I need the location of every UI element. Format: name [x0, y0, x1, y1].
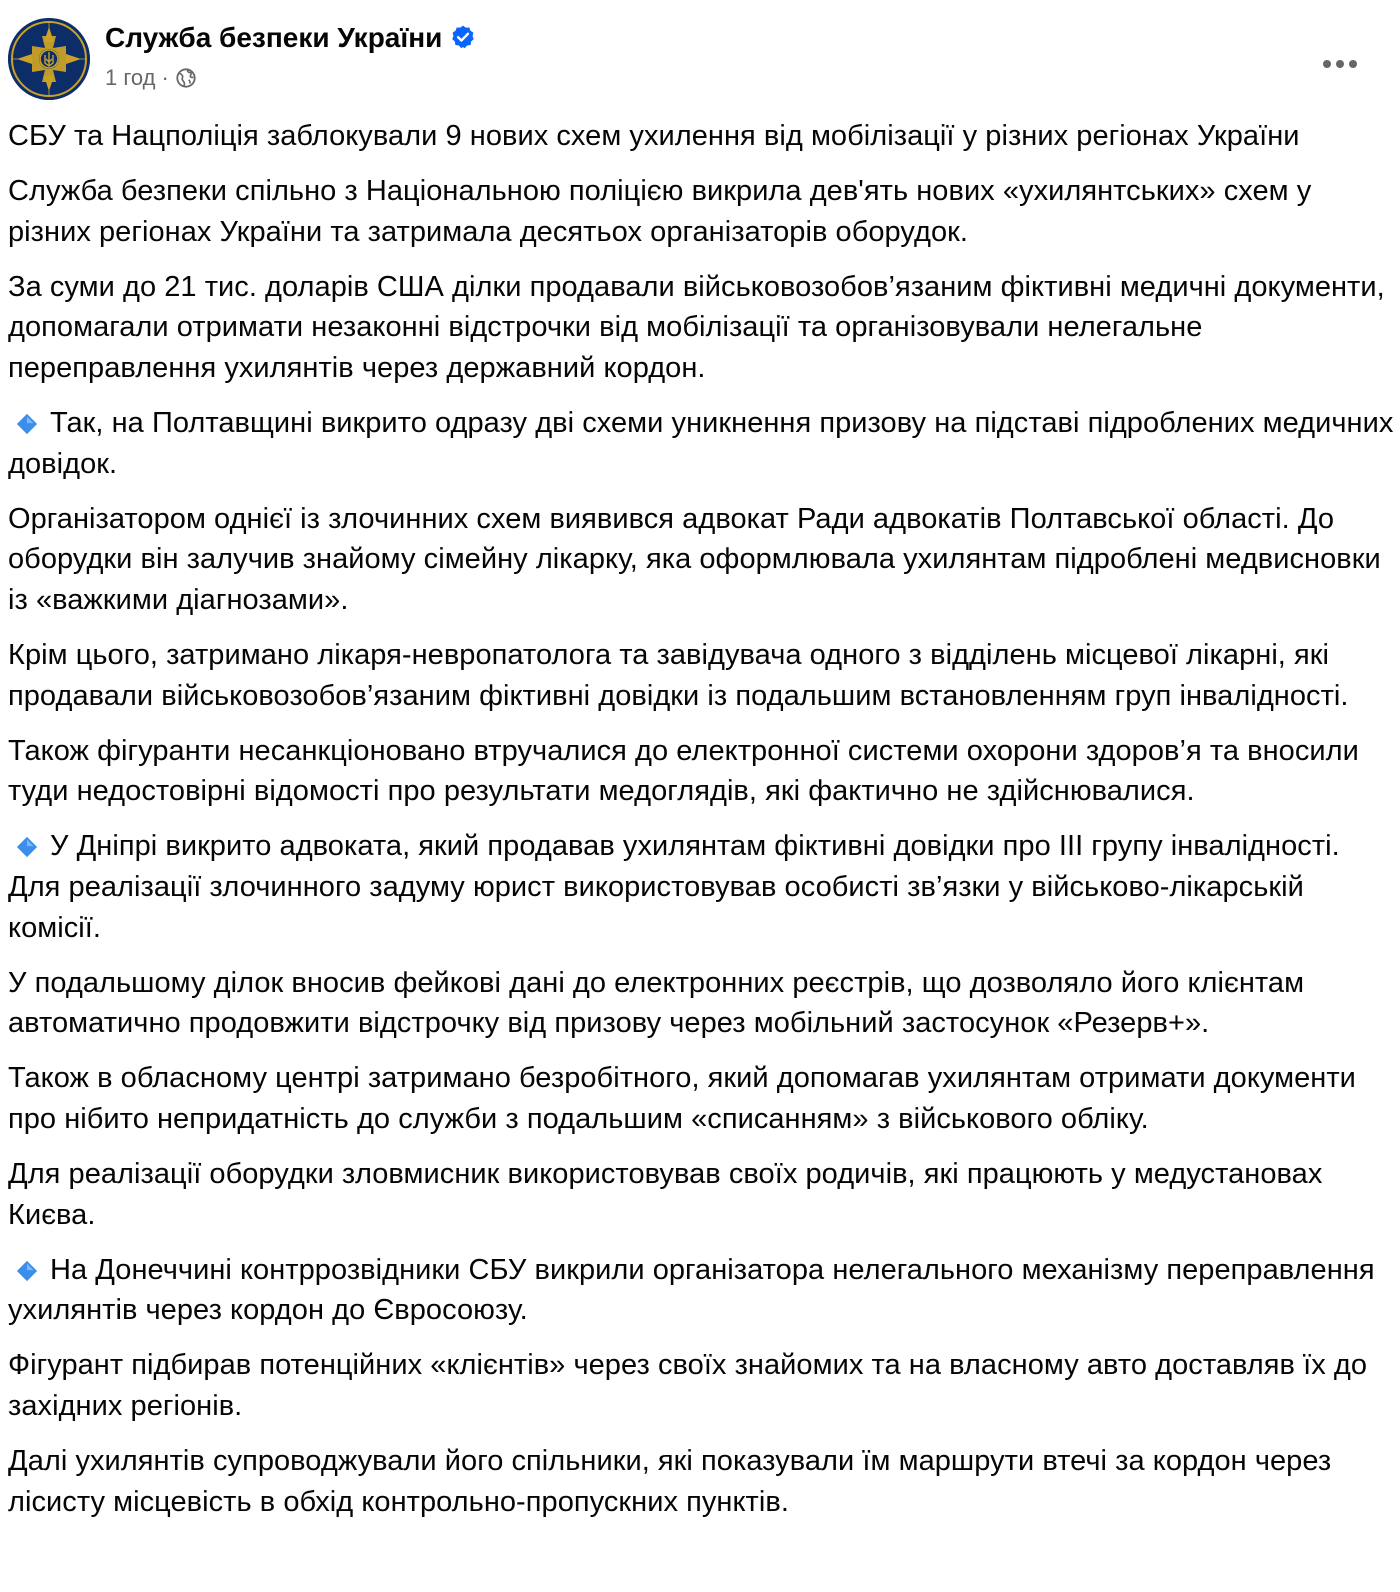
post-paragraph: [8, 731, 1394, 812]
post-paragraph-bullet: [8, 826, 1394, 948]
post-paragraph: [8, 171, 1394, 252]
paragraph-text: Організатором однієї із злочинних схем виявився адвокат Ради адвокатів Полтавської області. До оборудки він залучив знайому сімейну лікарку, яка оформлювала ухилянтам підроблені медвисновки із «важкими діагнозами».: [8, 502, 1381, 616]
post-paragraph: [8, 116, 1394, 157]
post-paragraph-bullet: [8, 1250, 1394, 1331]
meta-separator: ·: [161, 65, 169, 90]
paragraph-text: Фігурант підбирав потенційних «клієнтів» через своїх знайомих та на власному авто доставляв їх до західних регіонів.: [8, 1349, 1368, 1423]
paragraph-text: Крім цього, затримано лікаря-невропатолога та завідувача одного з відділень місцевої лікарні, які продавали військовозобов’язаним фіктивні довідки із подальшим встановленням груп інвалідності.: [8, 639, 1349, 712]
post-paragraph: [8, 1345, 1394, 1426]
paragraph-text: Так, на Полтавщині викрито одразу дві схеми уникнення призову на підставі підроблених медичних довідок.: [8, 407, 1394, 480]
more-options-button[interactable]: [1316, 40, 1364, 88]
post-paragraph: [8, 963, 1394, 1044]
verified-badge-icon: [450, 24, 476, 50]
globe-icon[interactable]: [175, 67, 197, 89]
paragraph-text: У Дніпрі викрито адвоката, який продавав ухилянтам фіктивні довідки про ІІІ групу інвалідності. Для реалізації злочинного задуму юрист використовував особисті зв’язки у військово-лікарській комісії.: [8, 830, 1340, 944]
sbu-emblem-icon: [8, 18, 90, 100]
paragraph-text: Також в обласному центрі затримано безробітного, який допомагав ухилянтам отримати документи про нібито непридатність до служби з подальшим «списанням» з військового обліку.: [8, 1062, 1356, 1135]
paragraph-text: Також фігуранти несанкціоновано втручалися до електронної системи охорони здоров’я та вносили туди недостовірні відомості про результати медоглядів, які фактично не здійснювалися.: [8, 734, 1359, 808]
paragraph-text: Далі ухилянтів супроводжували його спільники, які показували їм маршрути втечі за кордон через лісисту місцевість в обхід контрольно-пропускних пунктів.: [8, 1445, 1332, 1518]
avatar[interactable]: [8, 18, 90, 100]
paragraph-text: Служба безпеки спільно з Національною поліцією викрила дев'ять нових «ухилянтських» схем у різних регіонах України та затримала десятьох організаторів оборудок.: [8, 175, 1312, 248]
post-text: [8, 116, 1394, 1537]
blue-diamond-icon: [16, 836, 38, 858]
post-paragraph: [8, 499, 1394, 621]
paragraph-text: На Донеччині контррозвідники СБУ викрили організатора нелегального механізму переправлення ухилянтів через кордон до Євросоюзу.: [8, 1253, 1375, 1327]
more-icon: [1322, 59, 1358, 69]
post-time[interactable]: 1 год: [105, 65, 156, 90]
paragraph-text: СБУ та Нацполіція заблокували 9 нових схем ухилення від мобілізації у різних регіонах України: [8, 120, 1300, 152]
post-paragraph: [8, 1441, 1394, 1522]
author-name-text: Служба безпеки України: [105, 22, 443, 53]
paragraph-text: У подальшому ділок вносив фейкові дані до електронних реєстрів, що дозволяло його клієнтам автоматично продовжити відстрочку від призову через мобільний застосунок «Резерв+».: [8, 966, 1305, 1040]
post-paragraph: [8, 1154, 1394, 1235]
post-paragraph: [8, 1058, 1394, 1139]
author-name[interactable]: [105, 20, 476, 56]
paragraph-text: За суми до 21 тис. доларів США ділки продавали військовозобов’язаним фіктивні медичні документи, допомагали отримати незаконні відстрочки від мобілізації та організовували нелегальне переправлення ухилянтів через державний кордон.: [8, 270, 1385, 384]
post-paragraph: [8, 267, 1394, 389]
post-paragraph: [8, 635, 1394, 716]
post-meta: [105, 62, 197, 94]
post-paragraph-bullet: [8, 403, 1394, 484]
post-header: [8, 18, 1392, 102]
blue-diamond-icon: [16, 413, 38, 435]
paragraph-text: Для реалізації оборудки зловмисник використовував своїх родичів, які працюють у медустановах Києва.: [8, 1158, 1323, 1231]
blue-diamond-icon: [16, 1260, 38, 1282]
